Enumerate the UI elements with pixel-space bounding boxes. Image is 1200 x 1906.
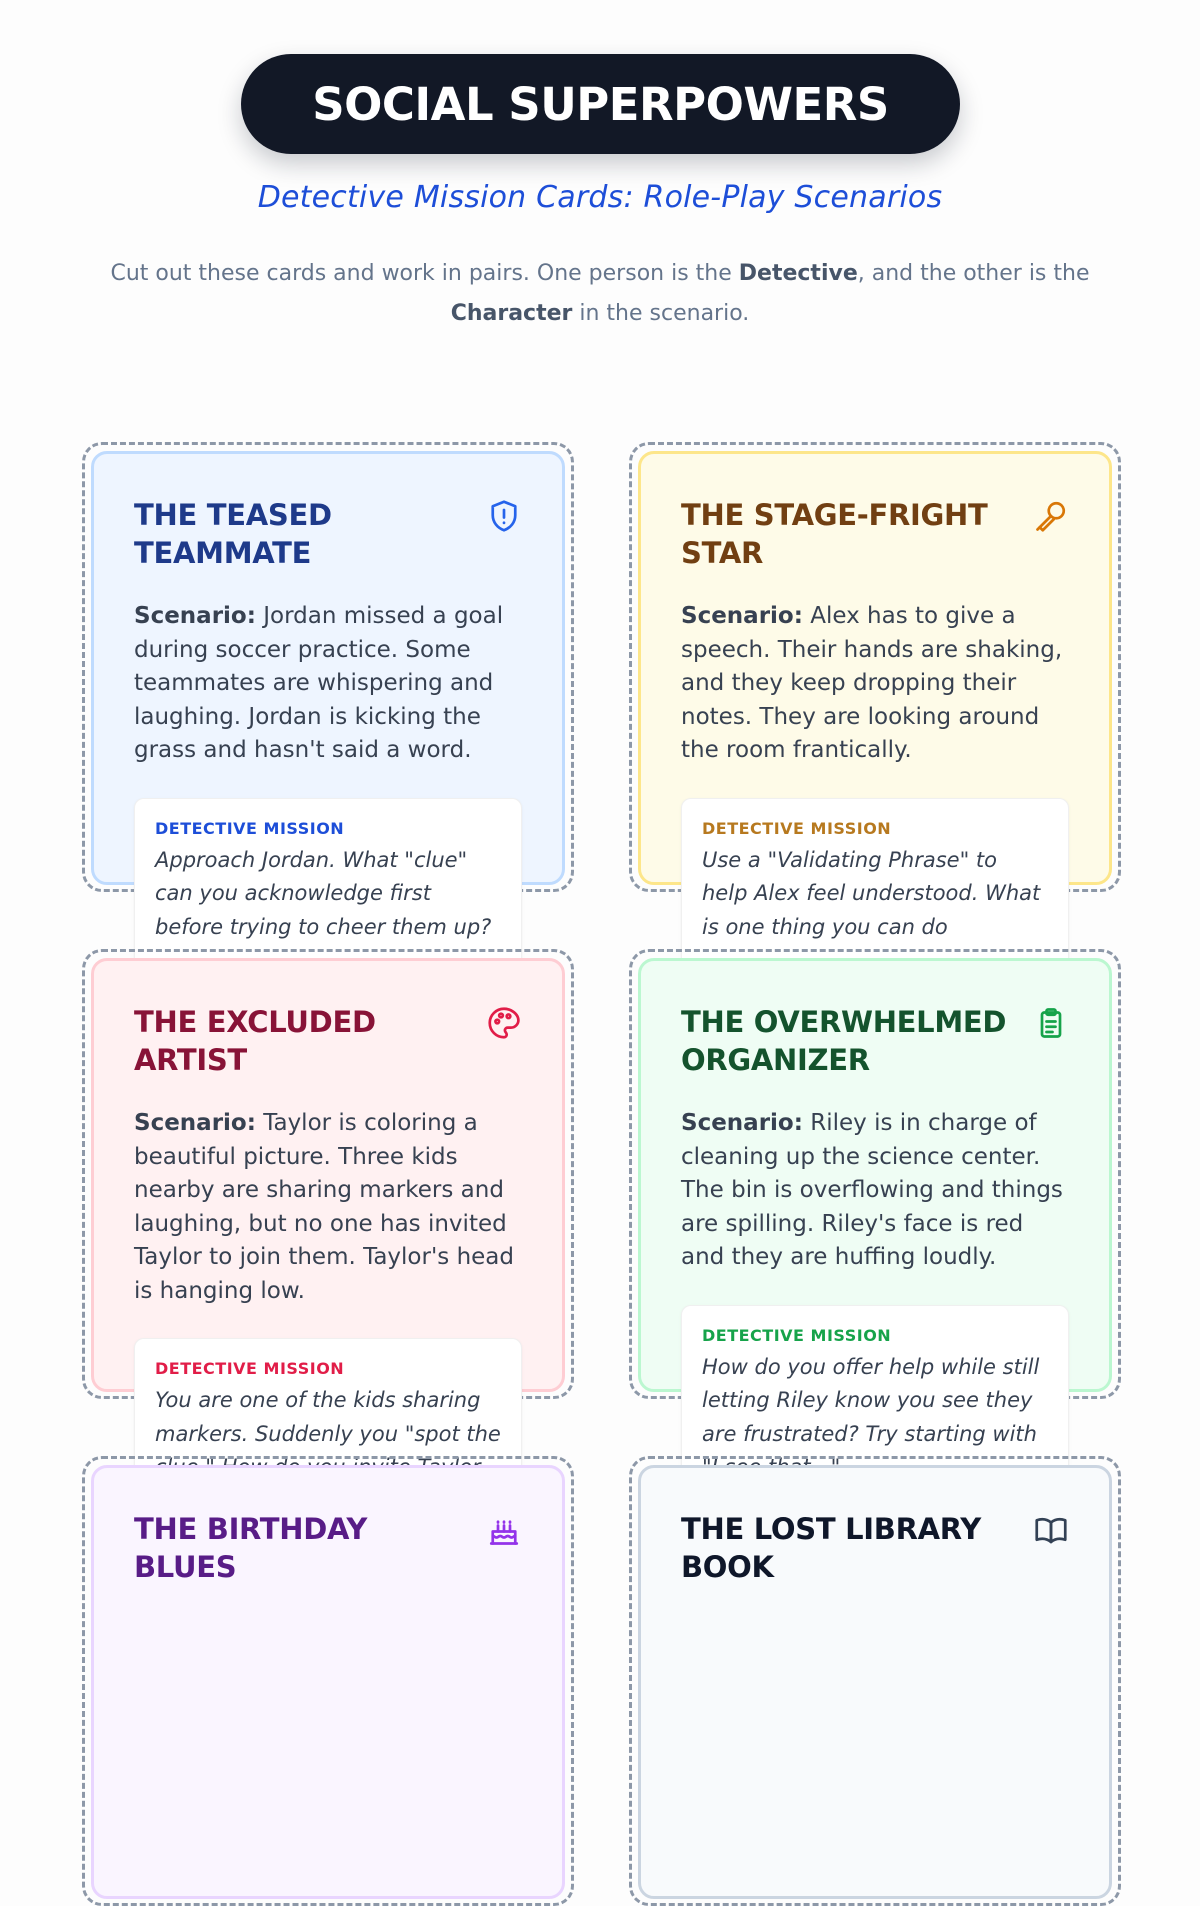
card-birthday-blues bbox=[91, 1465, 565, 1899]
mission-text: Use a "Validating Phrase" to help Alex feel understood. What is one thing you can do bbox=[702, 847, 1041, 939]
row-2 bbox=[0, 951, 1200, 1463]
instructions-character: Character bbox=[450, 301, 573, 326]
scenario-text bbox=[134, 1107, 522, 1308]
card-title: THE EXCLUDED ARTIST bbox=[134, 1005, 376, 1077]
scenario-body: Jordan missed a goal during soccer practice. Some teammates are whispering and laughing. Jordan is kicking the grass and hasn't said a word. bbox=[134, 603, 504, 763]
card-stage-fright-star bbox=[638, 451, 1112, 939]
scenario-text bbox=[134, 600, 522, 768]
scenario-label: Scenario: bbox=[681, 1110, 803, 1136]
mission-label: DETECTIVE MISSION bbox=[702, 818, 892, 838]
birthday-cake-icon bbox=[486, 1512, 522, 1548]
card-title: THE LOST LIBRARY BOOK bbox=[681, 1512, 981, 1584]
microphone-icon bbox=[1033, 498, 1069, 534]
card-overwhelmed-organizer bbox=[638, 958, 1112, 1446]
card-title: THE STAGE-FRIGHT STAR bbox=[681, 498, 988, 570]
card-teased-teammate bbox=[91, 451, 565, 939]
mission-label: DETECTIVE MISSION bbox=[155, 1359, 345, 1378]
instructions-text-3: in the scenario. bbox=[572, 301, 750, 326]
instructions-detective: Detective bbox=[738, 261, 858, 286]
scenario-label: Scenario: bbox=[134, 1110, 256, 1136]
scenario-label: Scenario: bbox=[681, 603, 803, 629]
instructions-text-2: , and the other is the bbox=[857, 261, 1090, 286]
scenario-text bbox=[681, 600, 1069, 768]
mission-text: You are one of the kids sharing markers. Suddenly you "spot the bbox=[155, 1388, 501, 1446]
mission-text: How do you offer help while still letting Riley know you see they are frustrated? Try starting with bbox=[702, 1354, 1040, 1446]
scenario-label: Scenario: bbox=[134, 603, 256, 629]
open-book-icon bbox=[1033, 1512, 1069, 1548]
row-3 bbox=[0, 1458, 1200, 1600]
scenario-body: Alex has to give a speech. Their hands are shaking, and they keep dropping their notes. They are looking around the room frantically. bbox=[681, 603, 1063, 763]
mission-label: DETECTIVE MISSION bbox=[702, 1325, 892, 1345]
scenario-body: Taylor is coloring a beautiful picture. Three kids nearby are sharing markers and laughing, but no one has invited Taylor to join them. Taylor's head is hanging low. bbox=[134, 1110, 514, 1304]
shield-alert-icon bbox=[486, 498, 522, 534]
card-title: THE OVERWHELMED ORGANIZER bbox=[681, 1005, 1007, 1077]
scenario-text bbox=[681, 1107, 1069, 1275]
card-title: THE TEASED TEAMMATE bbox=[134, 498, 332, 570]
instructions-text-1: Cut out these cards and work in pairs. One person is the bbox=[110, 261, 739, 286]
clipboard-icon bbox=[1033, 1005, 1069, 1041]
card-lost-library-book bbox=[638, 1465, 1112, 1899]
mission-text: Approach Jordan. What "clue" can you acknowledge first before trying to cheer them up? bbox=[155, 847, 492, 939]
palette-icon bbox=[486, 1005, 522, 1041]
page-subtitle: Detective Mission Cards: Role-Play Scenarios bbox=[257, 180, 943, 215]
card-excluded-artist bbox=[91, 958, 565, 1446]
card-title: THE BIRTHDAY BLUES bbox=[134, 1512, 368, 1584]
scenario-body: Riley is in charge of cleaning up the science center. The bin is overflowing and things are spilling. Riley's face is red and they are huffing loudly. bbox=[681, 1110, 1063, 1270]
page-title: SOCIAL SUPERPOWERS bbox=[312, 77, 889, 131]
mission-label: DETECTIVE MISSION bbox=[155, 818, 345, 838]
